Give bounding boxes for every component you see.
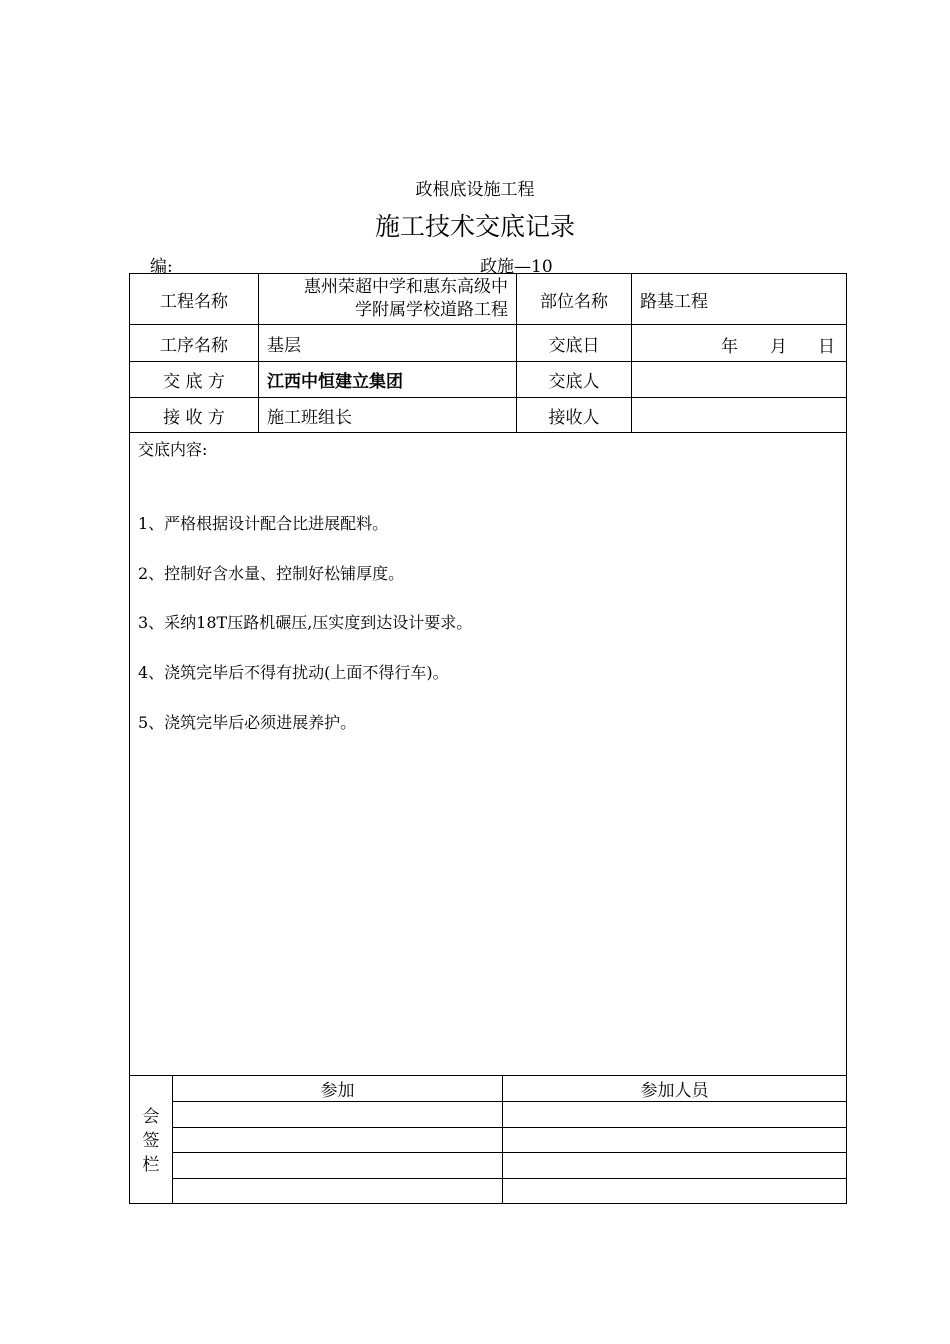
document-code: 政施—10 (480, 257, 553, 277)
signature-cell[interactable] (173, 1102, 502, 1127)
signature-cell[interactable] (503, 1128, 846, 1152)
document-title: 施工技术交底记录 (374, 212, 575, 241)
receiver-party-label: 接 收 方 (163, 407, 225, 428)
receiver-person-label: 接收人 (548, 407, 600, 428)
signature-col1-header: 参加 (320, 1081, 355, 1101)
signature-cell[interactable] (173, 1179, 502, 1203)
discloser-party-label: 交 底 方 (163, 372, 225, 392)
receiver-party-value: 施工班组长 (267, 407, 352, 428)
signature-label-char-3: 栏 (142, 1155, 160, 1175)
date-year: 年 (721, 337, 738, 357)
project-name-label: 工程名称 (160, 291, 228, 312)
content-item-5: 5、浇筑完毕后必须进展养护。 (138, 713, 357, 732)
part-name-value: 路基工程 (640, 291, 708, 312)
number-label: 编: (150, 257, 173, 277)
process-name-value: 基层 (267, 335, 301, 356)
signature-cell[interactable] (503, 1153, 846, 1178)
discloser-party-value: 江西中恒建立集团 (267, 372, 403, 392)
document-subtitle: 政根底设施工程 (415, 180, 535, 200)
disclosure-date-label: 交底日 (548, 335, 600, 356)
content-heading: 交底内容: (138, 440, 208, 459)
receiver-person-value[interactable] (632, 398, 846, 432)
signature-cell[interactable] (173, 1128, 502, 1152)
project-name-value-line2: 学附属学校道路工程 (355, 300, 508, 320)
discloser-person-value[interactable] (632, 362, 846, 397)
date-day: 日 (818, 337, 835, 357)
signature-col2-header: 参加人员 (640, 1081, 709, 1101)
disclosure-date-value (632, 325, 846, 361)
part-name-label: 部位名称 (540, 291, 608, 312)
content-item-1: 1、严格根据设计配合比进展配料。 (138, 514, 389, 533)
project-name-value (259, 274, 516, 324)
discloser-person-label: 交底人 (548, 372, 600, 392)
signature-cell[interactable] (503, 1179, 846, 1203)
content-item-2: 2、控制好含水量、控制好松铺厚度。 (138, 564, 405, 583)
signature-label-char-2: 签 (142, 1131, 160, 1151)
date-month: 月 (770, 337, 787, 357)
signature-cell[interactable] (503, 1102, 846, 1127)
content-item-3: 3、采纳18T压路机碾压,压实度到达设计要求。 (138, 613, 473, 632)
signature-cell[interactable] (173, 1153, 502, 1178)
project-name-value-line1: 惠州荣超中学和惠东高级中 (304, 277, 508, 297)
content-item-4: 4、浇筑完毕后不得有扰动(上面不得行车)。 (138, 663, 449, 682)
signature-label (130, 1105, 172, 1177)
process-name-label: 工序名称 (160, 335, 228, 356)
signature-label-char-1: 会 (142, 1107, 160, 1127)
